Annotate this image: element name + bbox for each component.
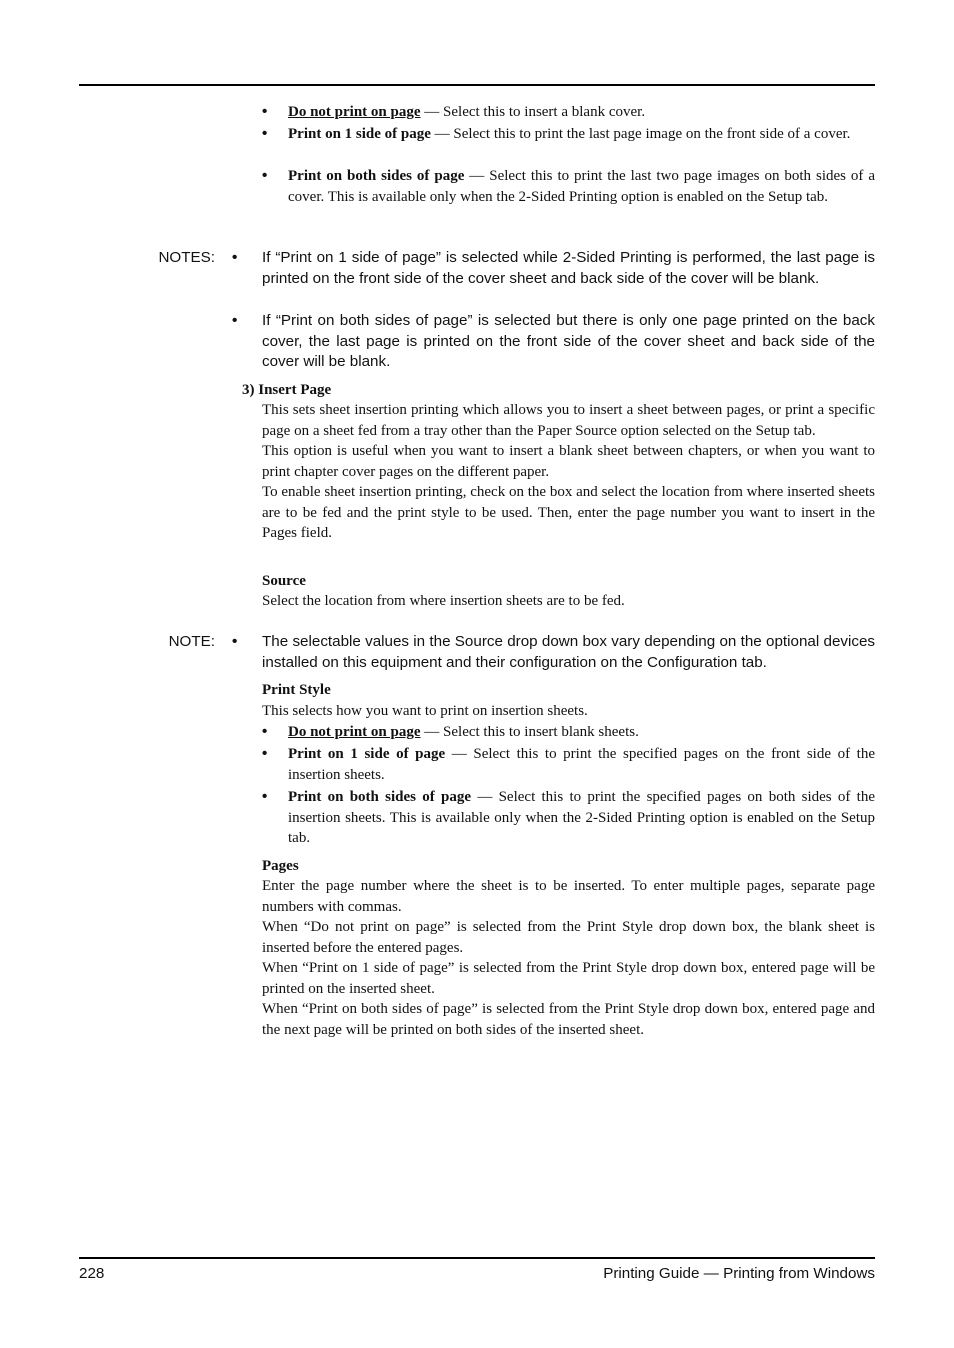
print-style-intro: This selects how you want to print on insertion sheets.	[262, 703, 588, 719]
footer-title: Printing Guide — Printing from Windows	[603, 1265, 875, 1282]
option-term: Print on both sides of page	[288, 789, 472, 805]
note-item	[232, 248, 875, 289]
list-item	[262, 744, 875, 785]
paragraph: When “Print on 1 side of page” is selected from the Print Style drop down box, entered page will be printed on the inserted sheet.	[262, 960, 875, 997]
option-desc: — Select this to print the specified pages on the front side of the insertion sheets.	[288, 746, 876, 783]
note-item	[232, 632, 875, 673]
option-desc: — Select this to print the specified pages on both sides of the insertion sheets. This is available only when the 2-Sided Printing option is enabled on the Setup tab.	[288, 789, 875, 846]
list-item	[262, 722, 875, 743]
note-text: If “Print on both sides of page” is selected but there is only one page printed on the back cover, the last page is printed on the front side of the cover sheet and back side of the cover will be blank.	[262, 312, 875, 370]
paragraph: This option is useful when you want to insert a blank sheet between chapters, or when you want to print chapter cover pages on the different paper.	[262, 443, 875, 480]
bullet-icon: •	[262, 788, 268, 805]
header-rule	[79, 84, 875, 86]
option-desc: — Select this to insert blank sheets.	[420, 724, 639, 740]
bullet-icon: •	[262, 125, 268, 142]
option-desc: — Select this to insert a blank cover.	[420, 104, 646, 120]
bullet-icon: •	[262, 167, 268, 184]
insert-page-body	[262, 400, 875, 544]
option-desc: — Select this to print the last two page images on both sides of a cover. This is available only when the 2-Sided Printing option is enabled on the Setup tab.	[288, 168, 876, 205]
pages-body	[262, 876, 875, 1040]
option-term: Do not print on page	[288, 104, 421, 120]
list-item	[262, 124, 875, 145]
bullet-icon: •	[262, 723, 268, 740]
paragraph: Enter the page number where the sheet is to be inserted. To enter multiple pages, separate page numbers with commas.	[262, 878, 875, 915]
option-desc: — Select this to print the last page image on the front side of a cover.	[430, 126, 851, 142]
bullet-icon: •	[232, 249, 238, 266]
source-text: Select the location from where insertion sheets are to be fed.	[262, 593, 625, 609]
paragraph: When “Print on both sides of page” is selected from the Print Style drop down box, entered page and the next page will be printed on both sides of the inserted sheet.	[262, 1001, 875, 1038]
note-text: The selectable values in the Source drop down box vary depending on the optional devices installed on this equipment and their configuration on the Configuration tab.	[262, 633, 875, 671]
section-heading-insert-page: 3) Insert Page	[242, 382, 332, 398]
page-number: 228	[79, 1265, 105, 1282]
paragraph: When “Do not print on page” is selected from the Print Style drop down box, the blank sheet is inserted before the entered pages.	[262, 919, 875, 956]
bullet-icon: •	[232, 312, 238, 329]
note-text: If “Print on 1 side of page” is selected while 2-Sided Printing is performed, the last page is printed on the front side of the cover sheet and back side of the cover will be blank.	[262, 249, 875, 287]
bullet-icon: •	[262, 103, 268, 120]
option-term: Print on both sides of page	[288, 168, 465, 184]
section-heading-print-style: Print Style	[262, 682, 331, 698]
section-heading-pages: Pages	[262, 858, 299, 874]
list-item	[262, 787, 875, 849]
paragraph: This sets sheet insertion printing which allows you to insert a sheet between pages, or print a specific page on a sheet fed from a tray other than the Paper Source option selected on the Setup tab.	[262, 402, 875, 439]
option-term: Print on 1 side of page	[288, 126, 431, 142]
notes-label: NOTES:	[158, 249, 215, 266]
list-item	[262, 166, 875, 207]
footer-rule	[79, 1257, 875, 1259]
option-term: Do not print on page	[288, 724, 421, 740]
paragraph: To enable sheet insertion printing, check on the box and select the location from where inserted sheets are to be fed and the print style to be used. Then, enter the page number you want to insert in the Pages field.	[262, 484, 875, 541]
bullet-icon: •	[262, 745, 268, 762]
bullet-icon: •	[232, 633, 238, 650]
option-term: Print on 1 side of page	[288, 746, 446, 762]
note-label: NOTE:	[168, 633, 215, 650]
list-item	[262, 102, 875, 123]
note-item	[232, 311, 875, 373]
section-heading-source: Source	[262, 573, 306, 589]
